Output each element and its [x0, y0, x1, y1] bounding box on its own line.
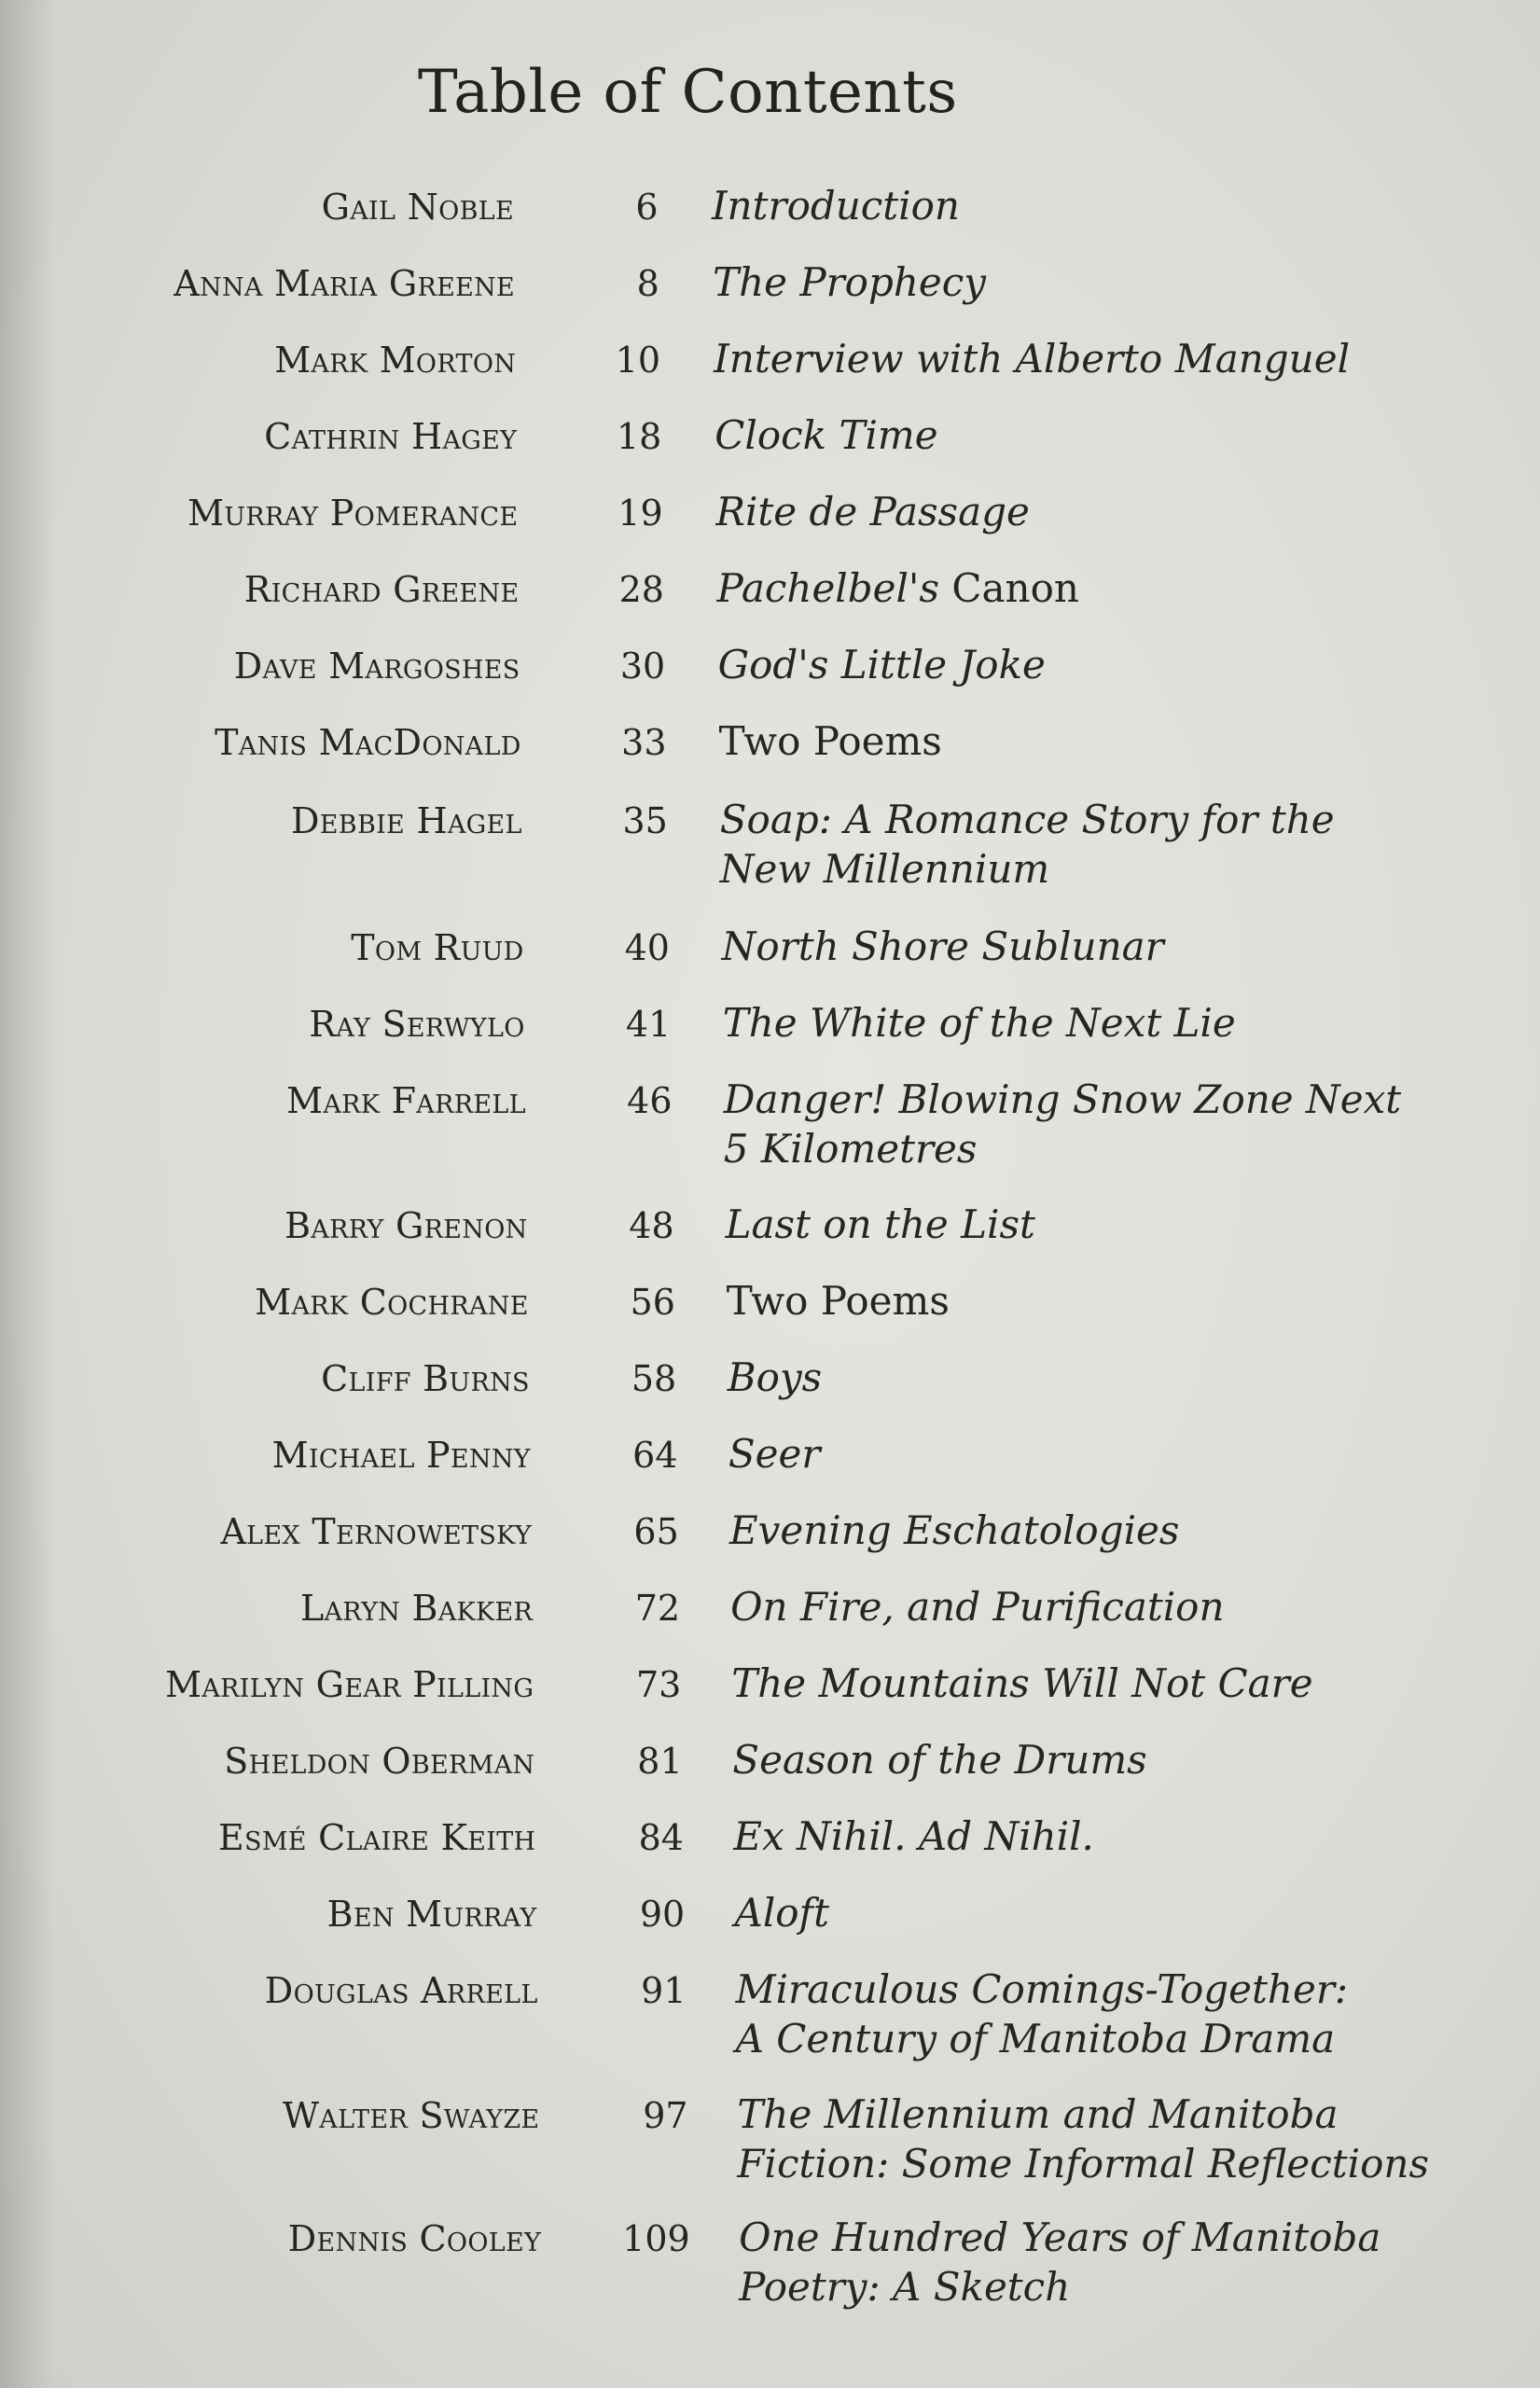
toc-work-text: Poetry: A Sketch [739, 2264, 1071, 2310]
toc-work-text: Clock Time [715, 412, 938, 458]
toc-work-text: Rite de Passage [715, 489, 1030, 535]
toc-work-text: A Century of Manitoba Drama [735, 2016, 1336, 2062]
toc-work-text: Two Poems [718, 718, 942, 764]
toc-work-title [727, 1276, 950, 1326]
toc-author: Mark Cochrane [255, 1282, 529, 1323]
toc-work-text: Aloft [734, 1890, 829, 1936]
toc-work-title [729, 1506, 1179, 1555]
toc-work-title [715, 410, 937, 460]
toc-page-number: 65 [633, 1511, 679, 1552]
toc-work-text: Miraculous Comings-Together: [735, 1966, 1349, 2012]
toc-work-title [724, 1075, 1401, 1173]
toc-work-line [728, 1353, 822, 1402]
toc-work-line [729, 1506, 1179, 1555]
toc-page-number: 73 [636, 1664, 682, 1705]
toc-author: Michael Penny [271, 1435, 531, 1476]
toc-author: Cathrin Hagey [264, 416, 518, 457]
toc-work-text: The Prophecy [713, 259, 986, 305]
toc-work-line [730, 1582, 1224, 1631]
toc-work-line [723, 998, 1236, 1048]
toc-work-text: Ex Nihil. Ad Nihil. [733, 1813, 1094, 1859]
toc-work-title [732, 1735, 1146, 1784]
toc-author: Sheldon Oberman [224, 1741, 535, 1782]
toc-page-number: 18 [617, 416, 662, 457]
toc-work-title [730, 1582, 1224, 1631]
toc-author: Murray Pomerance [187, 493, 519, 534]
toc-work-line [732, 1735, 1146, 1784]
toc-work-line [739, 2213, 1380, 2262]
toc-work-title [715, 487, 1030, 536]
page-title: Table of Contents [418, 58, 958, 127]
toc-author: Richard Greene [243, 569, 520, 610]
toc-work-title [731, 1659, 1312, 1708]
toc-page-number: 48 [629, 1205, 674, 1246]
toc-author: Mark Farrell [286, 1080, 526, 1121]
toc-page-number: 41 [625, 1004, 672, 1045]
toc-work-line [737, 2139, 1429, 2188]
toc-work-title [719, 716, 942, 766]
toc-work-title [726, 1200, 1035, 1249]
toc-author: Esmé Claire Keith [218, 1817, 536, 1858]
toc-work-title [712, 181, 960, 230]
toc-work-line [727, 1276, 950, 1326]
toc-work-line [715, 410, 937, 460]
toc-page-number: 19 [617, 493, 663, 534]
toc-work-line [718, 640, 1046, 689]
toc-work-text: Two Poems [726, 1278, 950, 1324]
toc-work-title [736, 1965, 1348, 2063]
toc-work-title [733, 1812, 1094, 1861]
toc-work-line [715, 487, 1030, 536]
toc-work-text: Fiction: Some Informal Reflections [737, 2141, 1429, 2187]
toc-author: Walter Swayze [282, 2095, 540, 2136]
toc-work-text: Last on the List [725, 1201, 1035, 1247]
toc-page-number: 33 [621, 722, 667, 763]
toc-work-title [739, 2213, 1380, 2312]
toc-work-text: The Mountains Will Not Care [731, 1660, 1313, 1706]
toc-page-number: 35 [622, 800, 668, 841]
toc-work-line [726, 1200, 1035, 1249]
toc-page-number: 58 [631, 1358, 677, 1399]
toc-work-text: Seer [728, 1431, 821, 1477]
toc-work-line [716, 563, 1078, 613]
toc-author: Cliff Burns [321, 1358, 530, 1399]
toc-work-text: Soap: A Romance Story for the [719, 797, 1335, 842]
toc-page-number: 81 [637, 1741, 683, 1782]
toc-page-number: 28 [618, 569, 664, 610]
toc-work-title [713, 257, 986, 307]
toc-work-text: Danger! Blowing Snow Zone Next [723, 1076, 1402, 1122]
toc-page-number: 97 [643, 2095, 688, 2136]
toc-author: Alex Ternowetsky [220, 1511, 533, 1552]
toc-author: Mark Morton [274, 340, 517, 381]
toc-work-suffix: Canon [939, 565, 1079, 611]
toc-work-line [713, 257, 986, 307]
toc-work-line [722, 922, 1164, 971]
toc-page-number: 46 [627, 1080, 673, 1121]
toc-author: Anna Maria Greene [173, 263, 516, 304]
toc-work-text: God's Little Joke [717, 642, 1046, 687]
toc-work-line [720, 795, 1335, 844]
toc-work-line [731, 1659, 1312, 1708]
toc-author: Dave Margoshes [233, 646, 520, 687]
toc-work-text: Evening Eschatologies [729, 1507, 1180, 1553]
toc-author: Tom Ruud [351, 927, 524, 968]
toc-page-number: 10 [615, 340, 661, 381]
toc-work-title [722, 922, 1164, 971]
toc-work-title [737, 2090, 1429, 2188]
toc-work-title [723, 998, 1236, 1048]
toc-page-number: 40 [624, 927, 670, 968]
toc-page-number: 109 [622, 2218, 690, 2259]
toc-author: Debbie Hagel [291, 800, 522, 841]
toc-work-text: 5 Kilometres [723, 1126, 978, 1172]
toc-work-text: Boys [727, 1354, 823, 1400]
toc-work-line [719, 716, 942, 766]
toc-author: Ben Murray [326, 1894, 537, 1935]
toc-work-text: North Shore Sublunar [721, 923, 1164, 969]
toc-work-line [733, 1812, 1094, 1861]
toc-work-title [714, 334, 1350, 383]
toc-page-number: 8 [636, 263, 659, 304]
toc-author: Laryn Bakker [299, 1588, 534, 1629]
toc-work-line [739, 2262, 1380, 2312]
toc-author: Douglas Arrell [264, 1970, 538, 2011]
toc-work-text: Introduction [711, 183, 960, 229]
toc-work-line [724, 1075, 1401, 1124]
toc-author: Marilyn Gear Pilling [165, 1664, 534, 1705]
toc-author: Tanis MacDonald [215, 722, 521, 763]
toc-work-title [728, 1353, 822, 1402]
toc-author: Dennis Cooley [287, 2218, 542, 2259]
toc-work-line [720, 844, 1335, 894]
toc-author: Ray Serwylo [309, 1004, 525, 1045]
toc-author: Barry Grenon [284, 1205, 528, 1246]
toc-work-text: One Hundred Years of Manitoba [739, 2214, 1381, 2260]
toc-work-line [712, 181, 960, 230]
toc-work-title [720, 795, 1335, 894]
toc-page-number: 91 [641, 1970, 687, 2011]
toc-work-title [718, 640, 1046, 689]
toc-work-text: On Fire, and Purification [730, 1584, 1225, 1630]
toc-page-number: 72 [634, 1588, 681, 1629]
toc-work-line [728, 1429, 821, 1479]
toc-work-line [734, 1888, 828, 1937]
toc-work-line [714, 334, 1350, 383]
toc-work-title [716, 563, 1078, 613]
toc-page-number: 90 [639, 1894, 686, 1935]
toc-work-line [736, 2014, 1348, 2063]
toc-work-text: New Millennium [719, 846, 1050, 892]
toc-work-text: Season of the Drums [732, 1737, 1147, 1783]
toc-work-text: Interview with Alberto Manguel [714, 336, 1351, 382]
toc-page-number: 56 [630, 1282, 675, 1323]
toc-page-number: 64 [632, 1435, 678, 1476]
toc-work-title [734, 1888, 828, 1937]
page-shadow [0, 0, 56, 2388]
toc-work-line [737, 2090, 1429, 2139]
toc-author: Gail Noble [321, 187, 514, 228]
toc-work-line [724, 1124, 1401, 1173]
toc-work-text: Pachelbel's [716, 565, 940, 611]
toc-work-text: The White of the Next Lie [722, 1000, 1236, 1046]
toc-work-title [728, 1429, 821, 1479]
toc-page-number: 30 [619, 646, 666, 687]
toc-page-number: 6 [635, 187, 659, 228]
toc-work-line [736, 1965, 1348, 2014]
toc-work-text: The Millennium and Manitoba [737, 2091, 1339, 2137]
toc-page-number: 84 [638, 1817, 684, 1858]
